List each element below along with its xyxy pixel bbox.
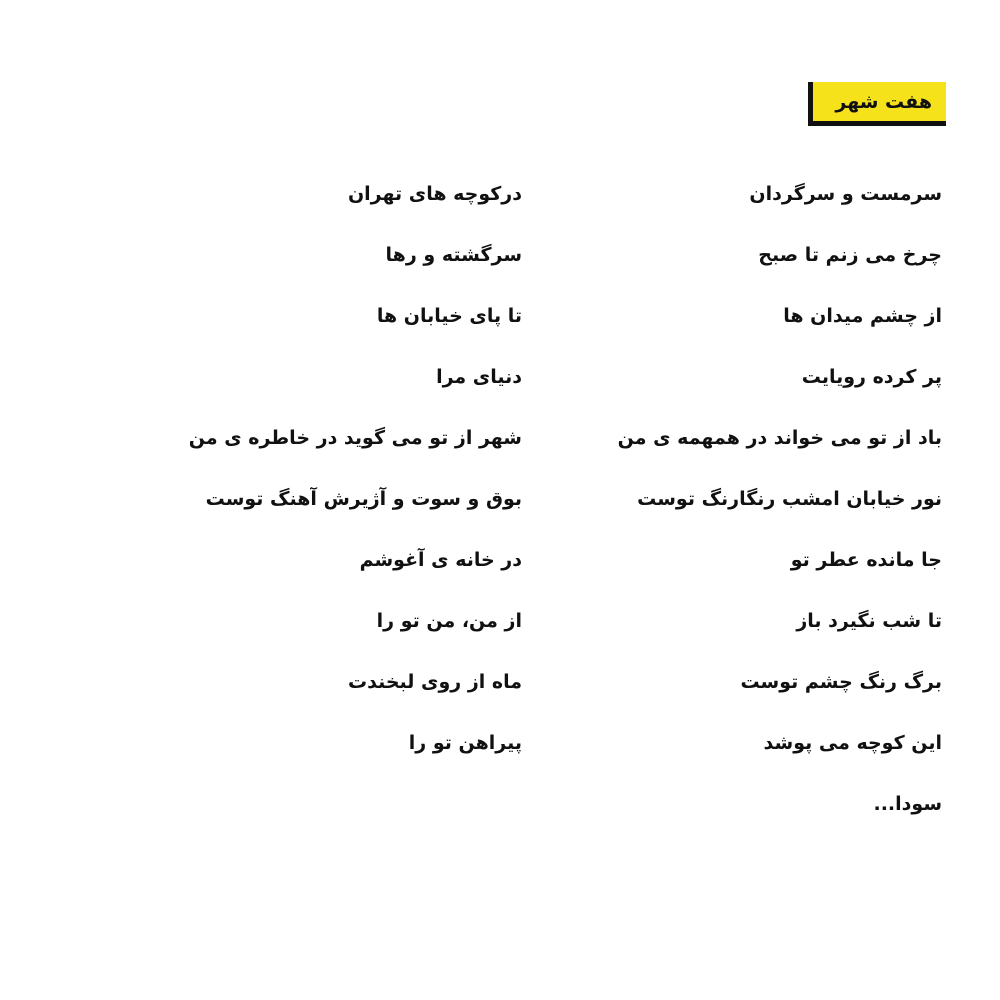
poem-line: این کوچه می پوشد (763, 732, 942, 754)
poem-line: نور خیابان امشب رنگارنگ توست (637, 488, 942, 510)
poem-line: از من، من تو را (376, 610, 522, 632)
poem-line: پیراهن تو را (408, 732, 522, 754)
poem-line: جا مانده عطر تو (790, 549, 942, 571)
poem-line: سرمست و سرگردان (749, 183, 942, 205)
poem-line: چرخ می زنم تا صبح (758, 244, 942, 266)
poem-line: تا پای خیابان ها (376, 305, 522, 327)
poem-line: برگ رنگ چشم توست (740, 671, 942, 693)
poem-line: دنیای مرا (436, 366, 522, 388)
poem-line: درکوچه های تهران (347, 183, 522, 205)
poem-line: پر کرده رویایت (801, 366, 942, 388)
poem-line: تا شب نگیرد باز (796, 610, 942, 632)
poem-line: شهر از تو می گوید در خاطره ی من (188, 427, 522, 449)
poem-line: بوق و سوت و آژیرش آهنگ توست (205, 488, 522, 510)
poem-line: از چشم میدان ها (783, 305, 942, 327)
poem-title: هفت شهر (835, 90, 932, 113)
poem-line: ماه از روی لبخندت (348, 671, 522, 693)
poem-line: در خانه ی آغوشم (359, 549, 522, 571)
poem-line: باد از تو می خواند در همهمه ی من (617, 427, 942, 449)
poem-line: سرگشته و رها (385, 244, 522, 266)
poem-line: سودا... (873, 793, 942, 815)
poem-title-box (808, 82, 946, 126)
poem-column-right (562, 174, 942, 845)
poem-column-left (142, 174, 522, 784)
